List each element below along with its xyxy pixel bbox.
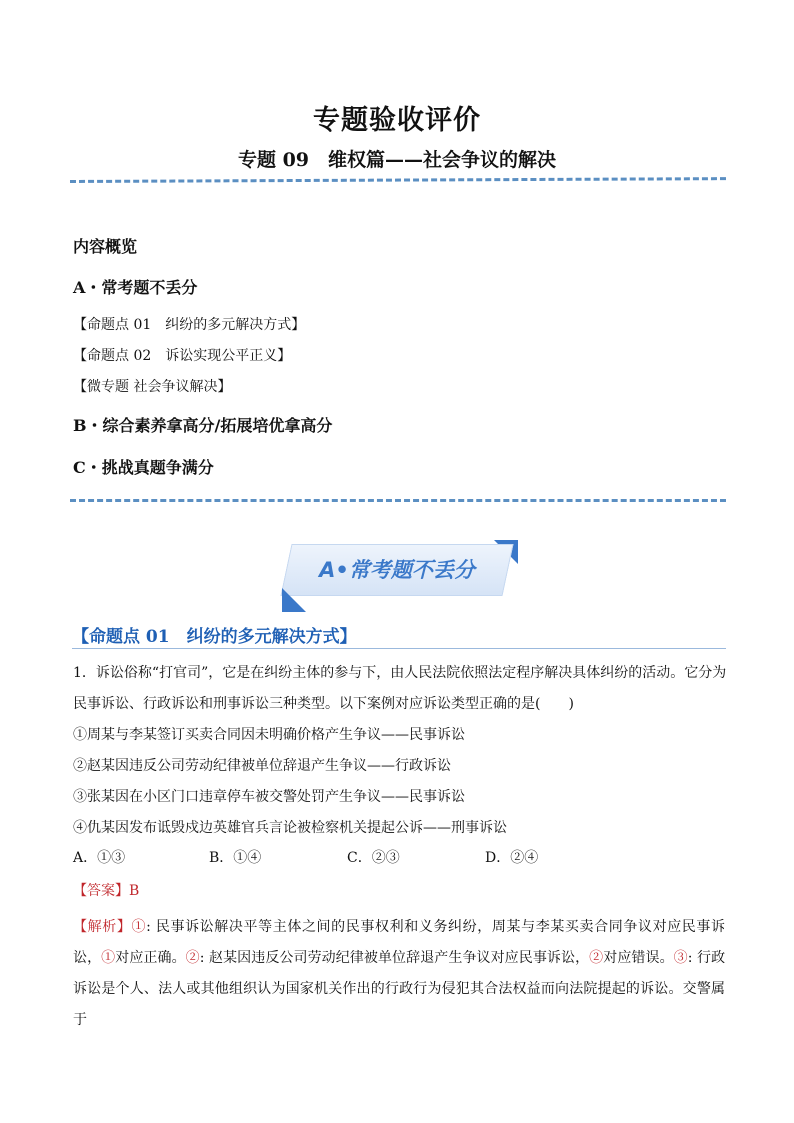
question-option: ③张某因在小区门口违章停车被交警处罚产生争议——民事诉讼 [73,789,465,805]
analysis-text: : 行政诉讼是个人、法人或其他组织认为国家机关作出的行政行为侵犯其合法权益而向法院提起的诉讼。交警属于 [73,950,726,1028]
analysis-marker: ② [185,950,200,966]
choice-c: C．②③ [347,850,400,866]
overview-item: 【微专题 社会争议解决】 [73,379,232,395]
analysis-text: 对应错误。 [603,950,674,966]
question-option: ④仇某因发布诋毁戍边英雄官兵言论被检察机关提起公诉——刑事诉讼 [73,820,507,836]
page-subtitle: 专题 09 维权篇——社会争议的解决 [237,149,557,171]
analysis-tag: 【解析】 [73,919,132,935]
choice-b: B．①④ [209,850,262,866]
choice-d: D．②④ [485,850,539,866]
analysis-text: : 民事诉讼解决平等主体之间的民事权利和义务纠纷，周某与李某买卖合同争议对应民事诉讼， [73,919,726,966]
overview-section-a: A・常考题不丢分 [73,278,198,297]
analysis-text: 对应正确。 [115,950,186,966]
overview-section-c: C・挑战真题争满分 [73,458,214,477]
overview-item: 【命题点 02 诉讼实现公平正义】 [73,348,292,364]
bottom-divider [70,499,726,502]
analysis-marker: ③ [673,950,688,966]
answer-line: 【答案】B [73,883,140,899]
analysis-marker: ② [589,950,604,966]
point-heading-underline [72,648,726,649]
page-title: 专题验收评价 [313,105,481,136]
overview-item: 【命题点 01 纠纷的多元解决方式】 [73,317,306,333]
analysis-marker: ① [101,950,116,966]
banner-corner-bottom-left [282,588,306,612]
question-option: ②赵某因违反公司劳动纪律被单位辞退产生争议——行政诉讼 [73,758,451,774]
question-stem: 1．诉讼俗称“打官司”，它是在纠纷主体的参与下，由人民法院依照法定程序解决具体纠纷的活动。它分为民事诉讼、行政诉讼和刑事诉讼三种类型。以下案例对应诉讼类型正确的是( ) [73,665,727,712]
question-option: ①周某与李某签订买卖合同因未明确价格产生争议——民事诉讼 [73,727,465,743]
top-divider [70,177,726,183]
analysis-marker: ① [131,919,147,935]
choice-a: A．①③ [73,850,126,866]
point-heading: 【命题点 01 纠纷的多元解决方式】 [72,627,357,647]
analysis-paragraph [73,912,725,1036]
banner-label: A•常考题不丢分 [319,558,475,582]
section-banner [276,540,518,612]
analysis-text: : 赵某因违反公司劳动纪律被单位辞退产生争议对应民事诉讼， [199,950,590,966]
overview-section-b: B・综合素养拿高分/拓展培优拿高分 [73,416,333,435]
overview-heading: 内容概览 [73,237,138,256]
answer-choices [73,847,538,867]
